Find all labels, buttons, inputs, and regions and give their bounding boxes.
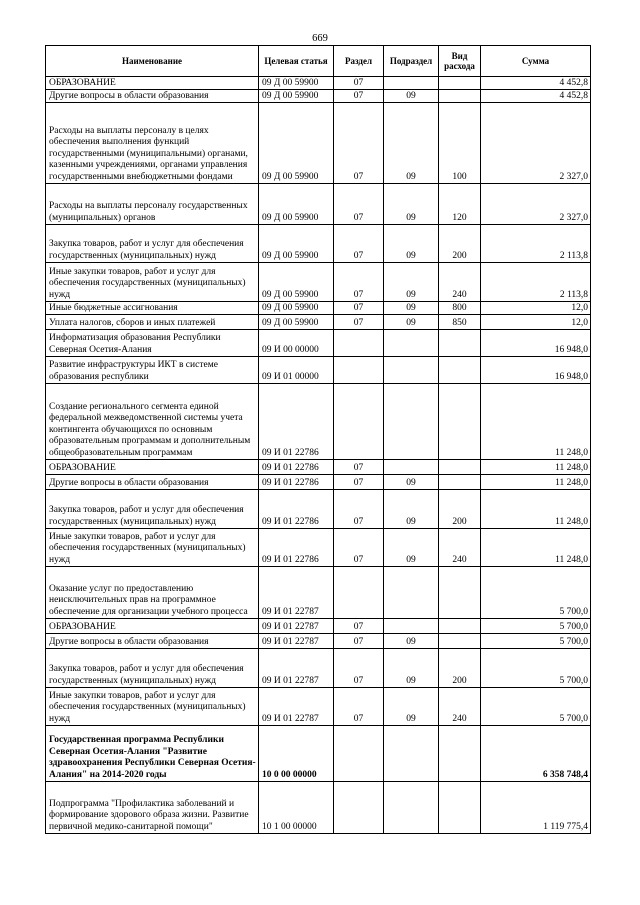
row-expense-type: 850 (439, 315, 481, 330)
table-row (46, 263, 591, 302)
row-name: Другие вопросы в области образования (46, 475, 259, 490)
row-subsection: 09 (384, 649, 439, 688)
row-section (334, 782, 384, 834)
row-subsection (384, 460, 439, 475)
row-section (334, 567, 384, 619)
row-section (334, 357, 384, 384)
row-section: 07 (334, 77, 384, 90)
row-article: 09 Д 00 59900 (259, 103, 334, 184)
table-row (46, 634, 591, 649)
row-subsection: 09 (384, 263, 439, 302)
row-amount: 5 700,0 (481, 649, 591, 688)
row-amount: 4 452,8 (481, 90, 591, 103)
row-name: Оказание услуг по предоставлению неисключительных прав на программное обеспечение для организации учебного процесса (46, 567, 259, 619)
row-subsection: 09 (384, 634, 439, 649)
row-section: 07 (334, 460, 384, 475)
table-row (46, 688, 591, 726)
row-article: 10 0 00 00000 (259, 726, 334, 782)
row-expense-type (439, 77, 481, 90)
table-row (46, 726, 591, 782)
table-row (46, 649, 591, 688)
table-row (46, 782, 591, 834)
row-expense-type: 200 (439, 490, 481, 529)
row-subsection (384, 782, 439, 834)
header-article: Целевая статья (259, 46, 334, 77)
row-name: Закупка товаров, работ и услуг для обеспечения государственных (муниципальных) нужд (46, 490, 259, 529)
row-expense-type: 800 (439, 302, 481, 315)
row-expense-type (439, 567, 481, 619)
header-amount: Сумма (481, 46, 591, 77)
row-expense-type (439, 726, 481, 782)
row-amount: 11 248,0 (481, 384, 591, 460)
row-expense-type (439, 90, 481, 103)
row-article: 09 И 01 22787 (259, 649, 334, 688)
row-section: 07 (334, 90, 384, 103)
row-amount: 4 452,8 (481, 77, 591, 90)
row-name: Информатизация образования Республики Северная Осетия-Алания (46, 330, 259, 357)
row-article: 09 И 01 22786 (259, 529, 334, 567)
row-expense-type: 240 (439, 688, 481, 726)
header-name: Наименование (46, 46, 259, 77)
table-row (46, 490, 591, 529)
row-section: 07 (334, 490, 384, 529)
row-subsection: 09 (384, 184, 439, 225)
row-amount: 6 358 748,4 (481, 726, 591, 782)
row-subsection: 09 (384, 225, 439, 263)
row-expense-type: 240 (439, 529, 481, 567)
row-expense-type (439, 619, 481, 634)
row-name: Государственная программа Республики Северная Осетия-Алания "Развитие здравоохранения Республики Северная Осетия-Алания" на 2014-2020 годы (46, 726, 259, 782)
row-amount: 11 248,0 (481, 460, 591, 475)
row-article: 09 Д 00 59900 (259, 302, 334, 315)
row-name: ОБРАЗОВАНИЕ (46, 77, 259, 90)
row-article: 09 И 01 22786 (259, 475, 334, 490)
row-expense-type (439, 475, 481, 490)
row-expense-type: 200 (439, 225, 481, 263)
row-subsection (384, 384, 439, 460)
row-amount: 2 327,0 (481, 103, 591, 184)
row-expense-type (439, 384, 481, 460)
row-section: 07 (334, 225, 384, 263)
row-amount: 2 327,0 (481, 184, 591, 225)
row-article: 09 Д 00 59900 (259, 77, 334, 90)
row-article: 09 И 01 22787 (259, 567, 334, 619)
table-row (46, 184, 591, 225)
row-name: Создание регионального сегмента единой федеральной межведомственной системы учета контингента обучающихся по основным образовательным программам и дополнительным общеобразовательным программам (46, 384, 259, 460)
row-section (334, 726, 384, 782)
row-section: 07 (334, 302, 384, 315)
row-expense-type (439, 634, 481, 649)
row-expense-type: 120 (439, 184, 481, 225)
table-row (46, 567, 591, 619)
row-subsection (384, 619, 439, 634)
table-row (46, 103, 591, 184)
table-header-row (46, 46, 591, 77)
table-row (46, 384, 591, 460)
row-subsection (384, 357, 439, 384)
row-article: 09 Д 00 59900 (259, 315, 334, 330)
row-amount: 12,0 (481, 315, 591, 330)
row-article: 09 И 01 22786 (259, 384, 334, 460)
row-name: Иные закупки товаров, работ и услуг для обеспечения государственных (муниципальных) нужд (46, 263, 259, 302)
row-section: 07 (334, 649, 384, 688)
row-amount: 5 700,0 (481, 634, 591, 649)
row-name: Подпрограмма "Профилактика заболеваний и формирование здорового образа жизни. Развитие первичной медико-санитарной помощи" (46, 782, 259, 834)
table-row (46, 330, 591, 357)
row-name: Другие вопросы в области образования (46, 90, 259, 103)
row-subsection: 09 (384, 490, 439, 529)
row-subsection (384, 726, 439, 782)
row-name: ОБРАЗОВАНИЕ (46, 619, 259, 634)
row-amount: 12,0 (481, 302, 591, 315)
row-expense-type: 100 (439, 103, 481, 184)
row-expense-type (439, 330, 481, 357)
row-subsection: 09 (384, 688, 439, 726)
row-subsection (384, 567, 439, 619)
row-section: 07 (334, 634, 384, 649)
row-expense-type: 240 (439, 263, 481, 302)
row-name: Закупка товаров, работ и услуг для обеспечения государственных (муниципальных) нужд (46, 649, 259, 688)
row-amount: 2 113,8 (481, 263, 591, 302)
row-expense-type (439, 782, 481, 834)
row-amount: 16 948,0 (481, 330, 591, 357)
row-name: ОБРАЗОВАНИЕ (46, 460, 259, 475)
row-article: 09 И 01 22787 (259, 619, 334, 634)
row-section: 07 (334, 184, 384, 225)
header-expense-type: Вид расхода (439, 46, 481, 77)
row-name: Развитие инфраструктуры ИКТ в системе образования республики (46, 357, 259, 384)
row-name: Иные закупки товаров, работ и услуг для обеспечения государственных (муниципальных) нужд (46, 688, 259, 726)
row-name: Расходы на выплаты персоналу в целях обеспечения выполнения функций государственными (муниципальными) органами, казенными учреждениями, органами управления государственными внебюджетными фондами (46, 103, 259, 184)
table-row (46, 619, 591, 634)
row-subsection: 09 (384, 475, 439, 490)
row-amount: 11 248,0 (481, 475, 591, 490)
row-subsection (384, 330, 439, 357)
row-amount: 11 248,0 (481, 490, 591, 529)
page-number: 669 (312, 33, 328, 44)
table-row (46, 315, 591, 330)
row-article: 09 И 00 00000 (259, 330, 334, 357)
row-name: Иные закупки товаров, работ и услуг для обеспечения государственных (муниципальных) нужд (46, 529, 259, 567)
row-section (334, 330, 384, 357)
header-section: Раздел (334, 46, 384, 77)
row-expense-type: 200 (439, 649, 481, 688)
row-article: 09 И 01 00000 (259, 357, 334, 384)
row-subsection: 09 (384, 302, 439, 315)
table-row (46, 225, 591, 263)
row-article: 09 Д 00 59900 (259, 225, 334, 263)
row-subsection: 09 (384, 315, 439, 330)
row-article: 09 И 01 22786 (259, 490, 334, 529)
row-subsection: 09 (384, 90, 439, 103)
row-section: 07 (334, 688, 384, 726)
table-row (46, 475, 591, 490)
table-row (46, 357, 591, 384)
row-expense-type (439, 460, 481, 475)
row-article: 10 1 00 00000 (259, 782, 334, 834)
row-amount: 5 700,0 (481, 688, 591, 726)
row-expense-type (439, 357, 481, 384)
table-row (46, 460, 591, 475)
row-section: 07 (334, 315, 384, 330)
row-article: 09 Д 00 59900 (259, 90, 334, 103)
row-subsection (384, 77, 439, 90)
row-article: 09 И 01 22787 (259, 634, 334, 649)
row-name: Иные бюджетные ассигнования (46, 302, 259, 315)
budget-table (45, 45, 591, 834)
row-name: Расходы на выплаты персоналу государственных (муниципальных) органов (46, 184, 259, 225)
row-amount: 5 700,0 (481, 619, 591, 634)
row-name: Закупка товаров, работ и услуг для обеспечения государственных (муниципальных) нужд (46, 225, 259, 263)
row-section: 07 (334, 529, 384, 567)
row-section: 07 (334, 103, 384, 184)
row-subsection: 09 (384, 529, 439, 567)
row-article: 09 И 01 22787 (259, 688, 334, 726)
table-row (46, 77, 591, 90)
header-subsection: Подраздел (384, 46, 439, 77)
row-amount: 16 948,0 (481, 357, 591, 384)
row-article: 09 Д 00 59900 (259, 184, 334, 225)
row-name: Уплата налогов, сборов и иных платежей (46, 315, 259, 330)
row-subsection: 09 (384, 103, 439, 184)
table-row (46, 90, 591, 103)
row-section: 07 (334, 619, 384, 634)
row-amount: 1 119 775,4 (481, 782, 591, 834)
row-name: Другие вопросы в области образования (46, 634, 259, 649)
table-row (46, 529, 591, 567)
row-section (334, 384, 384, 460)
row-amount: 5 700,0 (481, 567, 591, 619)
row-article: 09 И 01 22786 (259, 460, 334, 475)
table-row (46, 302, 591, 315)
row-article: 09 Д 00 59900 (259, 263, 334, 302)
row-amount: 11 248,0 (481, 529, 591, 567)
row-section: 07 (334, 263, 384, 302)
row-amount: 2 113,8 (481, 225, 591, 263)
row-section: 07 (334, 475, 384, 490)
